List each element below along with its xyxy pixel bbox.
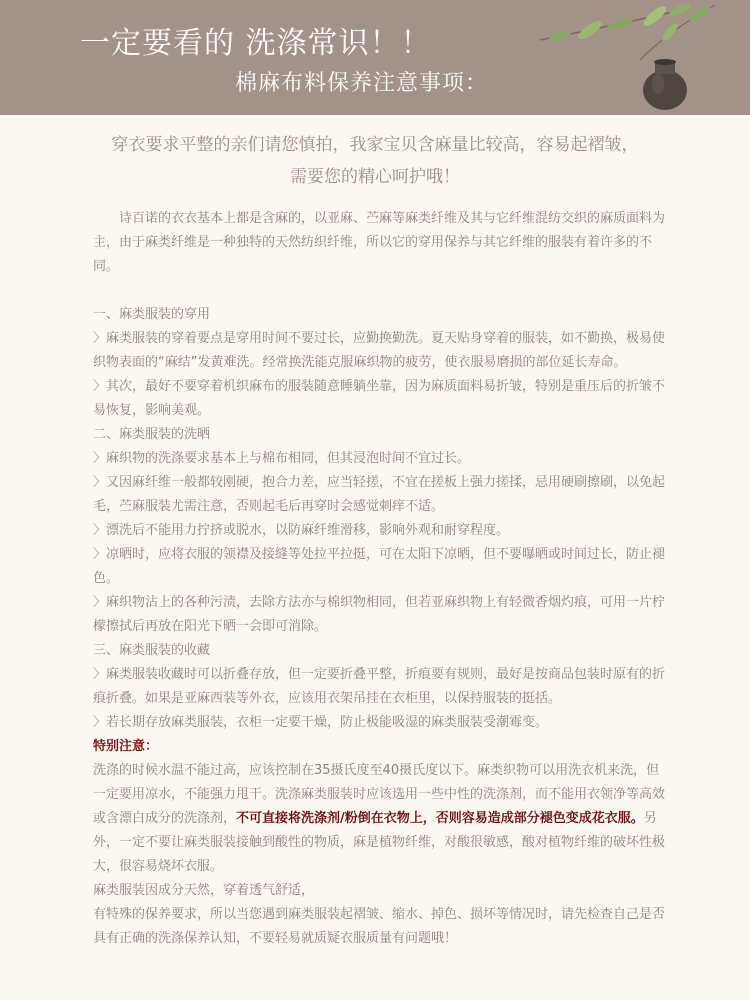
intro-line-2: 需要您的精心呵护哦！ (290, 167, 460, 187)
section-2-item: 〉漂洗后不能用力拧挤或脱水，以防麻纤维滑移，影响外观和耐穿程度。 (93, 523, 510, 538)
section-1-heading: 一、麻类服装的穿用 (93, 307, 211, 322)
section-1-item: 〉麻类服装的穿着要点是穿用时间不要过长，应勤换勤洗。夏天贴身穿着的服装，如不勤换，极易使织物表面的“麻结”发黄难洗。经常换洗能克服麻织物的疲劳，使衣服易磨损的部位延长寿命。 (93, 331, 666, 370)
section-2-item: 〉凉晒时，应将衣服的领襟及接缝等处拉平拉挺，可在太阳下凉晒，但不要曝晒或时间过长，防止褪色。 (93, 547, 666, 586)
banner-subtitle: 棉麻布料保养注意事项： (235, 71, 489, 96)
section-3-item: 〉麻类服装收藏时可以折叠存放，但一定要折叠平整，折痕要有规则，最好是按商品包装时原有的折痕折叠。如果是亚麻西装等外衣，应该用衣架吊挂在衣柜里，以保持服装的挺括。 (93, 667, 666, 706)
section-3-item: 〉若长期存放麻类服装，衣柜一定要干燥，防止极能吸湿的麻类服装受潮霉变。 (93, 715, 549, 730)
intro-notice (40, 129, 710, 193)
section-2-item: 〉麻织物的洗涤要求基本上与棉布相同，但其浸泡时间不宜过长。 (93, 451, 471, 466)
section-3-heading: 三、麻类服装的收藏 (93, 643, 211, 658)
section-1-item: 〉其次，最好不要穿着机织麻布的服装随意睡躺坐靠，因为麻质面料易折皱，特别是重压后的折皱不易恢复，影响美观。 (93, 379, 666, 418)
care-instructions (0, 207, 668, 951)
vase-branch-decoration (520, 0, 750, 115)
section-2-item: 〉又因麻纤维一般都较刚硬，抱合力差，应当轻搓，不宜在搓板上强力搓揉，忌用硬刷擦刷，以免起毛，苎麻服装尤需注意，否则起毛后再穿时会感觉刺痒不适。 (93, 475, 666, 514)
header-banner (0, 0, 750, 115)
special-note-warning: 不可直接将洗涤剂/粉倒在衣物上，否则容易造成部分褪色变成花衣服。 (236, 811, 644, 826)
special-note-paragraph (93, 759, 668, 879)
intro-paragraph: 诗百诺的衣衣基本上都是含麻的，以亚麻、苎麻等麻类纤维及其与它纤维混纺交织的麻质面料为主，由于麻类纤维是一种独特的天然纺织纤维，所以它的穿用保养与其它纤维的服装有着许多的不同。 (93, 211, 666, 274)
special-note-text: 另外，一定不要让麻类服装接触到酸性的物质，麻是植物纤维，对酸很敏感，酸对植物纤维的破坏性极大，很容易烧坏衣服。 (93, 811, 666, 874)
banner-title: 一定要看的 洗涤常识！！ (80, 26, 432, 61)
special-note-text: 洗涤的时候水温不能过高，应该控制在35摄氏度至40摄氏度以下。麻类织物可以用洗衣机来洗，但一定要用凉水，不能强力甩干。洗涤麻类服装时应该选用一些中性的洗涤剂，而不能用衣领净等高效或含漂白成分的洗涤剂， (93, 763, 666, 826)
section-2-item: 〉麻织物沾上的各种污渍，去除方法亦与棉织物相同，但若亚麻织物上有轻微香烟灼痕，可用一片柠檬擦拭后再放在阳光下晒一会即可消除。 (93, 595, 666, 634)
section-2-heading: 二、麻类服装的洗晒 (93, 427, 211, 442)
intro-line-1: 穿衣要求平整的亲们请您慎拍，我家宝贝含麻量比较高，容易起褶皱， (111, 135, 639, 155)
closing-paragraph: 有特殊的保养要求，所以当您遇到麻类服装起褶皱、缩水、掉色、损坏等情况时，请先检查自己是否具有正确的洗涤保养认知，不要轻易就质疑衣服质量有问题哦！ (93, 907, 666, 946)
special-note-heading: 特别注意： (93, 739, 159, 754)
closing-line: 麻类服装因成分天然，穿着透气舒适， (93, 883, 315, 898)
